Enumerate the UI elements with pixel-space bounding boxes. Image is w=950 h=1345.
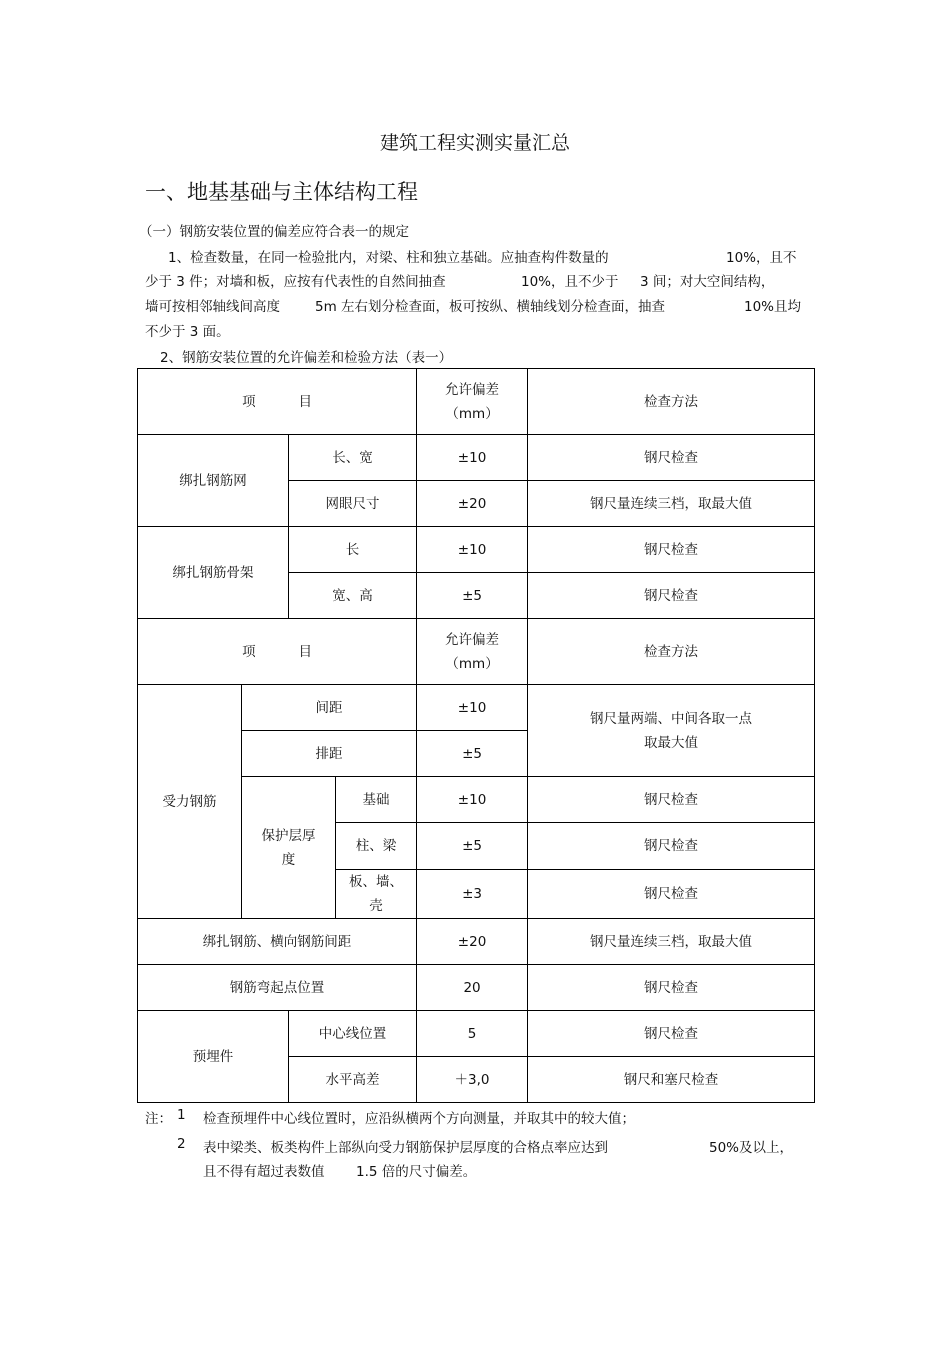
note2-line2a: 且不得有超过表数值 — [203, 1164, 325, 1180]
note1-number: 1 — [177, 1107, 186, 1123]
row-spacing-tol: ±5 — [417, 731, 528, 777]
header-item: 项 目 — [138, 369, 417, 435]
para1-line2b: 10%，且不少于 — [521, 274, 619, 290]
spacing-tol: ±10 — [417, 685, 528, 731]
note2-text: 表中梁类、板类构件上部纵向受力钢筋保护层厚度的合格点率应达到 — [203, 1140, 608, 1156]
para1-line1b: 10%，且不 — [726, 250, 797, 266]
page-title: 建筑工程实测实量汇总 — [379, 132, 570, 154]
table-row — [138, 919, 815, 965]
table-row — [138, 435, 815, 481]
mesh-tol-2: ±20 — [417, 481, 528, 527]
foundation-tol: ±10 — [417, 777, 528, 823]
mesh-method-2: 钢尺量连续三档，取最大值 — [528, 481, 815, 527]
cage-label: 绑扎钢筋骨架 — [138, 527, 289, 619]
bend-tol: 20 — [417, 965, 528, 1011]
bend-method: 钢尺检查 — [528, 965, 815, 1011]
foundation-method: 钢尺检查 — [528, 777, 815, 823]
stressed-label: 受力钢筋 — [138, 685, 242, 919]
header-tolerance-repeat: 允许偏差 （mm） — [417, 619, 528, 685]
cage-tol-1: ±10 — [417, 527, 528, 573]
cage-method-2: 钢尺检查 — [528, 573, 815, 619]
table-header-row — [138, 369, 815, 435]
spacing-item: 间距 — [242, 685, 417, 731]
para1-line3a: 墙可按相邻轴线间高度 — [145, 299, 280, 315]
embedded-label: 预埋件 — [138, 1011, 289, 1103]
table-row — [138, 965, 815, 1011]
column-beam-item: 柱、梁 — [336, 823, 417, 870]
section-heading: 一、地基基础与主体结构工程 — [145, 180, 418, 204]
note2-line2b: 1.5 倍的尺寸偏差。 — [356, 1164, 477, 1180]
slab-wall-tol: ±3 — [417, 870, 528, 919]
table-header-row — [138, 619, 815, 685]
stirrup-method: 钢尺量连续三档，取最大值 — [528, 919, 815, 965]
header-tolerance: 允许偏差 （mm） — [417, 369, 528, 435]
mesh-item-2: 网眼尺寸 — [289, 481, 417, 527]
stirrup-item: 绑扎钢筋、横向钢筋间距 — [138, 919, 417, 965]
table-caption: 2、钢筋安装位置的允许偏差和检验方法（表一） — [160, 350, 453, 366]
note2-percent: 50%及以上， — [709, 1140, 794, 1156]
table-row — [138, 527, 815, 573]
table-row — [138, 1011, 815, 1057]
mesh-label: 绑扎钢筋网 — [138, 435, 289, 527]
slab-wall-item: 板、墙、 壳 — [336, 870, 417, 919]
bend-item: 钢筋弯起点位置 — [138, 965, 417, 1011]
cage-item-1: 长 — [289, 527, 417, 573]
cage-tol-2: ±5 — [417, 573, 528, 619]
embedded-tol-2: ＋3,0 — [417, 1057, 528, 1103]
para1-line4: 不少于 3 面。 — [145, 324, 230, 340]
embedded-method-1: 钢尺检查 — [528, 1011, 815, 1057]
mesh-item-1: 长、宽 — [289, 435, 417, 481]
stirrup-tol: ±20 — [417, 919, 528, 965]
mesh-tol-1: ±10 — [417, 435, 528, 481]
embedded-method-2: 钢尺和塞尺检查 — [528, 1057, 815, 1103]
para1-line2a: 少于 3 件；对墙和板，应按有代表性的自然间抽查 — [145, 274, 446, 290]
header-method-repeat: 检查方法 — [528, 619, 815, 685]
note2-number: 2 — [177, 1136, 186, 1152]
column-beam-tol: ±5 — [417, 823, 528, 870]
row-spacing-item: 排距 — [242, 731, 417, 777]
tolerance-table — [137, 368, 815, 1103]
header-method: 检查方法 — [528, 369, 815, 435]
cover-label: 保护层厚 度 — [242, 777, 336, 919]
para1-line3b: 5m 左右划分检查面，板可按纵、横轴线划分检查面，抽查 — [315, 299, 666, 315]
column-beam-method: 钢尺检查 — [528, 823, 815, 870]
cage-method-1: 钢尺检查 — [528, 527, 815, 573]
foundation-item: 基础 — [336, 777, 417, 823]
table-row — [138, 685, 815, 731]
para1-line3c: 10%且均 — [744, 299, 802, 315]
sub-heading: （一）钢筋安装位置的偏差应符合表一的规定 — [139, 224, 409, 240]
mesh-method-1: 钢尺检查 — [528, 435, 815, 481]
note1-text: 检查预埋件中心线位置时，应沿纵横两个方向测量，并取其中的较大值； — [203, 1111, 635, 1127]
embedded-item-2: 水平高差 — [289, 1057, 417, 1103]
embedded-item-1: 中心线位置 — [289, 1011, 417, 1057]
cage-item-2: 宽、高 — [289, 573, 417, 619]
para1-line1a: 1、检查数量，在同一检验批内，对梁、柱和独立基础。应抽查构件数量的 — [168, 250, 609, 266]
slab-wall-method: 钢尺检查 — [528, 870, 815, 919]
para1-line2c: 3 间；对大空间结构， — [640, 274, 775, 290]
embedded-tol-1: 5 — [417, 1011, 528, 1057]
spacing-method: 钢尺量两端、中间各取一点 取最大值 — [528, 685, 815, 777]
header-item-repeat: 项 目 — [138, 619, 417, 685]
notes-prefix: 注： — [145, 1111, 172, 1127]
